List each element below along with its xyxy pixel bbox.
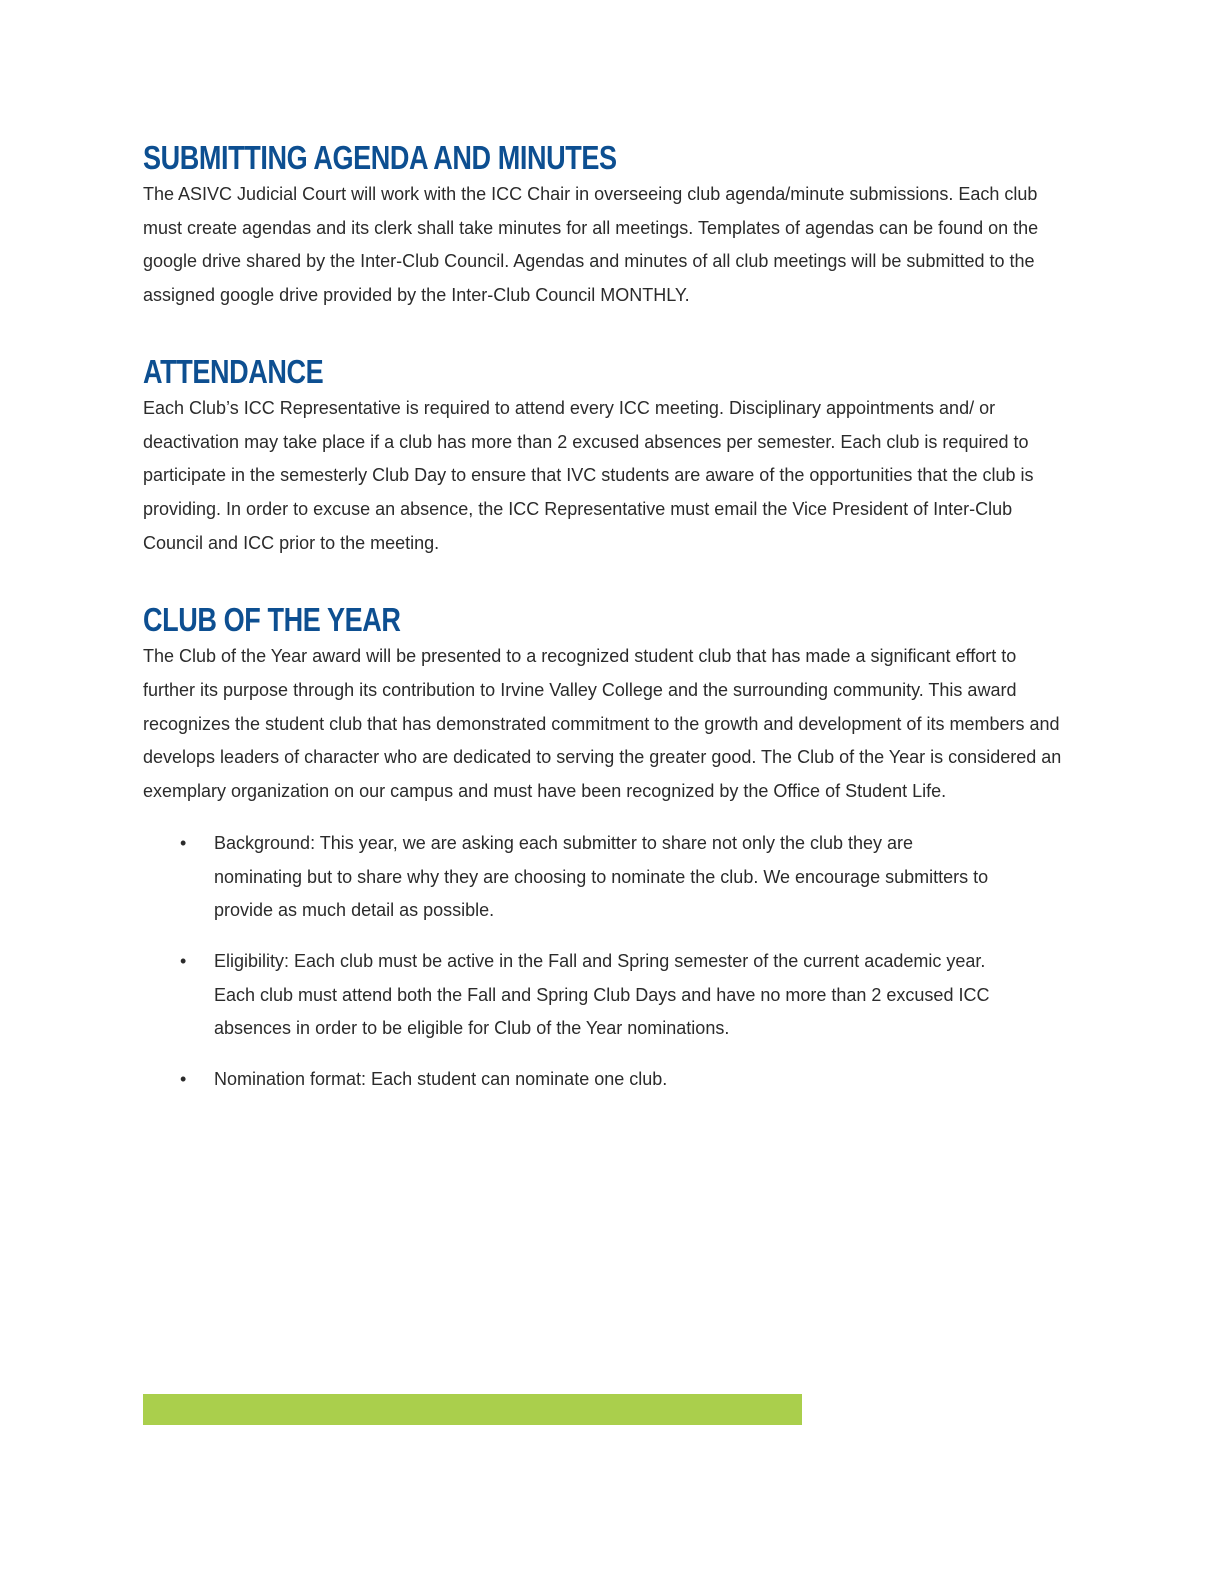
document-page — [143, 138, 1073, 1114]
criteria-list — [143, 827, 1073, 1097]
section-attendance — [143, 352, 1073, 561]
list-item — [143, 827, 1004, 928]
footer-accent-bar — [143, 1394, 802, 1425]
list-item — [143, 1063, 1004, 1097]
bullet-icon: • — [180, 950, 187, 971]
section-paragraph: The Club of the Year award will be presented to a recognized student club that has made a significant effort to further its purpose through its contribution to Irvine Valley College and the surrounding community. This award recognizes the student club that has demonstrated commitment to the growth and development of its members and develops leaders of character who are dedicated to serving the greater good. The Club of the Year is considered an exemplary organization on our campus and must have been recognized by the Office of Student Life. — [143, 646, 1062, 802]
list-item-text: Eligibility: Each club must be active in the Fall and Spring semester of the current academic year. Each club must attend both the Fall and Spring Club Days and have no more than 2 excused ICC absences in order to be eligible for Club of the Year nominations. — [214, 950, 990, 1039]
section-club-of-the-year — [143, 600, 1073, 1096]
section-paragraph: Each Club’s ICC Representative is required to attend every ICC meeting. Disciplinary appointments and/ or deactivation may take place if a club has more than 2 excused absences per semester. Each club is required to participate in the semesterly Club Day to ensure that IVC students are aware of the opportunities that the club is providing. In order to excuse an absence, the ICC Representative must email the Vice President of Inter-Club Council and ICC prior to the meeting. — [143, 397, 1034, 553]
list-item — [143, 945, 1004, 1046]
section-heading: SUBMITTING AGENDA AND MINUTES — [143, 139, 617, 176]
bullet-icon: • — [180, 1069, 187, 1090]
section-submitting-agenda — [143, 138, 1073, 313]
section-heading: CLUB OF THE YEAR — [143, 601, 401, 639]
section-heading: ATTENDANCE — [143, 352, 324, 390]
section-paragraph: The ASIVC Judicial Court will work with the ICC Chair in overseeing club agenda/minute submissions. Each club must create agendas and its clerk shall take minutes for all meetings. Templates of agendas can be found on the google drive shared by the Inter-Club Council. Agendas and minutes of all club meetings will be submitted to the assigned google drive provided by the Inter-Club Council MONTHLY. — [143, 184, 1039, 306]
bullet-icon: • — [180, 832, 187, 853]
list-item-text: Background: This year, we are asking each submitter to share not only the club they are nominating but to share why they are choosing to nominate the club. We encourage submitters to provide as much detail as possible. — [214, 832, 989, 921]
list-item-text: Nomination format: Each student can nominate one club. — [214, 1069, 668, 1090]
